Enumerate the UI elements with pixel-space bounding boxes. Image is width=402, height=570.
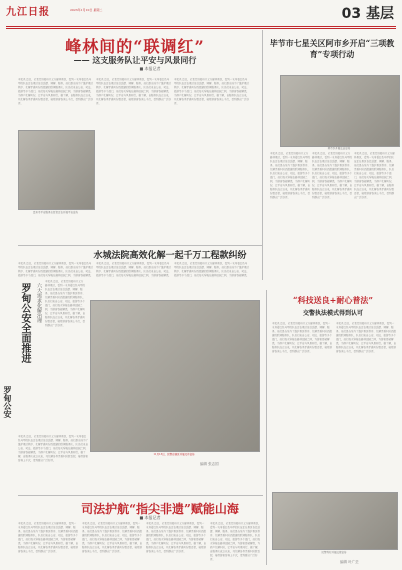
right2-text-col2: 本报讯 近日，记者走进贵州兴义万峰林景区，看到一支身着红色马甲的队伍正在景区各处巡逻、调解、服务。他们是当地为了维护景区秩序、化解矛盾纠纷而组建的联调服务队。队员们来自公安、司法、旅游等多个部门，他们每天穿梭在峰林田园之间，为游客答疑解惑，为商户化解纠纷，让平安与风景同行。据了解，自服务队成立以来，共化解各类矛盾纠纷数百起，接待游客咨询上千次，受到群众广泛好评。 (336, 322, 396, 353)
main-text-col3: 本报讯 近日，记者走进贵州兴义万峰林景区，看到一支身着红色马甲的队伍正在景区各处巡逻、调解、服务。他们是当地为了维护景区秩序、化解矛盾纠纷而组建的联调服务队。队员们来自公安、司法、旅游等多个部门，他们每天穿梭在峰林田园之间，为游客答疑解惑，为商户化解纠纷，让平安与风景同行。据了解，自服务队成立以来，共化解各类矛盾纠纷数百起，接待游客咨询上千次，受到群众广泛好评。 (174, 78, 249, 105)
bottom-text-col3: 本报讯 近日，记者走进贵州兴义万峰林景区，看到一支身着红色马甲的队伍正在景区各处巡逻、调解、服务。他们是当地为了维护景区秩序、化解矛盾纠纷而组建的联调服务队。队员们来自公安、司法、旅游等多个部门，他们每天穿梭在峰林田园之间，为游客答疑解惑，为商户化解纠纷，让平安与风景同行。据了解，自服务队成立以来，共化解各类矛盾纠纷数百起，接待游客咨询上千次，受到群众广泛好评。 (146, 522, 206, 553)
main-headline: 峰林间的“联调红” (65, 37, 205, 56)
section-title: 03 基层 (341, 6, 394, 22)
newspaper-logo: 九江日报 (6, 7, 50, 18)
right-text-col3: 本报讯 近日，记者走进贵州兴义万峰林景区，看到一支身着红色马甲的队伍正在景区各处巡逻、调解、服务。他们是当地为了维护景区秩序、化解矛盾纠纷而组建的联调服务队。队员们来自公安、司法、旅游等多个部门，他们每天穿梭在峰林田园之间，为游客答疑解惑，为商户化解纠纷，让平安与风景同行。据了解，自服务队成立以来，共化解各类矛盾纠纷数百起，接待游客咨询上千次，受到群众广泛好评。 (354, 152, 395, 199)
main-byline: ■ 本报记者 (139, 66, 161, 71)
mid-photo (90, 300, 260, 452)
right2-photo (272, 492, 398, 550)
mid-text-col2: 本报讯 近日，记者走进贵州兴义万峰林景区，看到一支身着红色马甲的队伍正在景区各处巡逻、调解、服务。他们是当地为了维护景区秩序、化解矛盾纠纷而组建的联调服务队。队员们来自公安、司法、旅游等多个部门，他们每天穿梭在峰林田园之间，为游客答疑解惑， (96, 262, 171, 277)
vertical-subheadline: 六大需求化解治理 (36, 283, 42, 323)
column-divider (262, 30, 263, 280)
main-photo-caption: 盘州市平安服务志愿者正在开展平安宣传 (32, 211, 78, 214)
mid-lower-text: 本报讯 近日，记者走进贵州兴义万峰林景区，看到一支身着红色马甲的队伍正在景区各处巡逻、调解、服务。他们是当地为了维护景区秩序、化解矛盾纠纷而组建的联调服务队。队员们来自公安、司法、旅游等多个部门，他们每天穿梭在峰林田园之间，为游客答疑解惑，为商户化解纠纷，让平安与风景同行。据了解，自服务队成立以来，共化解各类矛盾纠纷数百起，接待游客咨询上千次，受到群众广泛好评。 (18, 435, 88, 462)
right-headline: 毕节市七星关区阿市乡开启“三项教育”专项行动 (269, 38, 395, 59)
mid-photo-caption: 11月13日，民警在辖区开展反诈宣传 (153, 453, 195, 456)
right-photo-caption: 阿市乡开展法治宣传 (327, 147, 351, 150)
top-rule-thin (6, 28, 396, 29)
main-photo (18, 130, 95, 210)
bottom-headline: 司法护航“指尖非遗”赋能山海 (81, 502, 239, 516)
right2-photo-caption: 民警到村开展法律宣传 (321, 551, 347, 554)
right2-subheadline: 交警执法模式得到认可 (302, 310, 363, 317)
bottom-byline: ■ 本报记者 (139, 515, 161, 520)
right2-text-col1: 本报讯 近日，记者走进贵州兴义万峰林景区，看到一支身着红色马甲的队伍正在景区各处巡逻、调解、服务。他们是当地为了维护景区秩序、化解矛盾纠纷而组建的联调服务队。队员们来自公安、司法、旅游等多个部门，他们每天穿梭在峰林田园之间，为游客答疑解惑，为商户化解纠纷，让平安与风景同行。据了解，自服务队成立以来，共化解各类矛盾纠纷数百起，接待游客咨询上千次，受到群众广泛好评。 (272, 322, 332, 353)
right-text-col1: 本报讯 近日，记者走进贵州兴义万峰林景区，看到一支身着红色马甲的队伍正在景区各处巡逻、调解、服务。他们是当地为了维护景区秩序、化解矛盾纠纷而组建的联调服务队。队员们来自公安、司法、旅游等多个部门，他们每天穿梭在峰林田园之间，为游客答疑解惑，为商户化解纠纷，让平安与风景同行。据了解，自服务队成立以来，共化解各类矛盾纠纷数百起，接待游客咨询上千次，受到群众广泛好评。 (270, 152, 310, 199)
right-photo (280, 75, 400, 147)
bottom-text-col2: 本报讯 近日，记者走进贵州兴义万峰林景区，看到一支身着红色马甲的队伍正在景区各处巡逻、调解、服务。他们是当地为了维护景区秩序、化解矛盾纠纷而组建的联调服务队。队员们来自公安、司法、旅游等多个部门，他们每天穿梭在峰林田园之间，为游客答疑解惑，为商户化解纠纷，让平安与风景同行。据了解，自服务队成立以来，共化解各类矛盾纠纷数百起，接待游客咨询上千次，受到群众广泛好评。 (82, 522, 142, 553)
mid-text-col3: 本报讯 近日，记者走进贵州兴义万峰林景区，看到一支身着红色马甲的队伍正在景区各处巡逻、调解、服务。他们是当地为了维护景区秩序、化解矛盾纠纷而组建的联调服务队。队员们来自公安、司法、旅游等多个部门，他们每天穿梭在峰林田园之间，为游客答疑解惑， (174, 262, 249, 277)
mid-editor: 编辑 张志国 (200, 462, 219, 466)
right-text-col2: 本报讯 近日，记者走进贵州兴义万峰林景区，看到一支身着红色马甲的队伍正在景区各处巡逻、调解、服务。他们是当地为了维护景区秩序、化解矛盾纠纷而组建的联调服务队。队员们来自公安、司法、旅游等多个部门，他们每天穿梭在峰林田园之间，为游客答疑解惑，为商户化解纠纷，让平安与风景同行。据了解，自服务队成立以来，共化解各类矛盾纠纷数百起，接待游客咨询上千次，受到群众广泛好评。 (312, 152, 352, 199)
main-subheadline: —— 这支服务队让平安与风景同行 (73, 55, 197, 65)
vertical-tag: 罗甸公安 (3, 386, 13, 418)
bottom-editor: 编辑 叶广芸 (340, 560, 359, 564)
column-divider-2 (266, 290, 267, 565)
vertical-text: 本报讯 近日，记者走进贵州兴义万峰林景区，看到一支身着红色马甲的队伍正在景区各处巡逻、调解、服务。他们是当地为了维护景区秩序、化解矛盾纠纷而组建的联调服务队。队员们来自公安、司法、旅游等多个部门，他们每天穿梭在峰林田园之间，为游客答疑解惑，为商户化解纠纷，让平安与风景同行。据了解，自服务队成立以来，共化解各类矛盾纠纷数百起，接待游客咨询上千次，受到群众广泛好评。 (45, 280, 85, 327)
bottom-rule (18, 495, 263, 496)
main-text-col2: 本报讯 近日，记者走进贵州兴义万峰林景区，看到一支身着红色马甲的队伍正在景区各处巡逻、调解、服务。他们是当地为了维护景区秩序、化解矛盾纠纷而组建的联调服务队。队员们来自公安、司法、旅游等多个部门，他们每天穿梭在峰林田园之间，为游客答疑解惑，为商户化解纠纷，让平安与风景同行。据了解，自服务队成立以来，共化解各类矛盾纠纷数百起，接待游客咨询上千次，受到群众广泛好评。 (96, 78, 171, 105)
bottom-text-col4: 本报讯 近日，记者走进贵州兴义万峰林景区，看到一支身着红色马甲的队伍正在景区各处巡逻、调解、服务。他们是当地为了维护景区秩序、化解矛盾纠纷而组建的联调服务队。队员们来自公安、司法、旅游等多个部门，他们每天穿梭在峰林田园之间，为游客答疑解惑，为商户化解纠纷，让平安与风景同行。据了解，自服务队成立以来，共化解各类矛盾纠纷数百起，接待游客咨询上千次，受到群众广泛好评。 (210, 522, 261, 561)
main-text-col1: 本报讯 近日，记者走进贵州兴义万峰林景区，看到一支身着红色马甲的队伍正在景区各处巡逻、调解、服务。他们是当地为了维护景区秩序、化解矛盾纠纷而组建的联调服务队。队员们来自公安、司法、旅游等多个部门，他们每天穿梭在峰林田园之间，为游客答疑解惑，为商户化解纠纷，让平安与风景同行。据了解，自服务队成立以来，共化解各类矛盾纠纷数百起，接待游客咨询上千次，受到群众广泛好评。 (18, 78, 93, 105)
mid-rule (18, 245, 263, 246)
vertical-headline: 罗甸公安全面推进 (19, 283, 30, 363)
top-rule (6, 26, 396, 27)
mid-headline: 水城法院高效化解一起千万工程款纠纷 (93, 251, 247, 261)
mid-text-col1: 本报讯 近日，记者走进贵州兴义万峰林景区，看到一支身着红色马甲的队伍正在景区各处巡逻、调解、服务。他们是当地为了维护景区秩序、化解矛盾纠纷而组建的联调服务队。队员们来自公安、司法、旅游等多个部门，他们每天穿梭在峰林田园之间，为游客答疑解惑， (18, 262, 93, 277)
date-line: 2023年1月10日 星期二 (70, 8, 103, 12)
right2-headline: “科技送良+耐心普法” (293, 295, 373, 305)
bottom-text-col1: 本报讯 近日，记者走进贵州兴义万峰林景区，看到一支身着红色马甲的队伍正在景区各处巡逻、调解、服务。他们是当地为了维护景区秩序、化解矛盾纠纷而组建的联调服务队。队员们来自公安、司法、旅游等多个部门，他们每天穿梭在峰林田园之间，为游客答疑解惑，为商户化解纠纷，让平安与风景同行。据了解，自服务队成立以来，共化解各类矛盾纠纷数百起，接待游客咨询上千次，受到群众广泛好评。 (18, 522, 78, 553)
